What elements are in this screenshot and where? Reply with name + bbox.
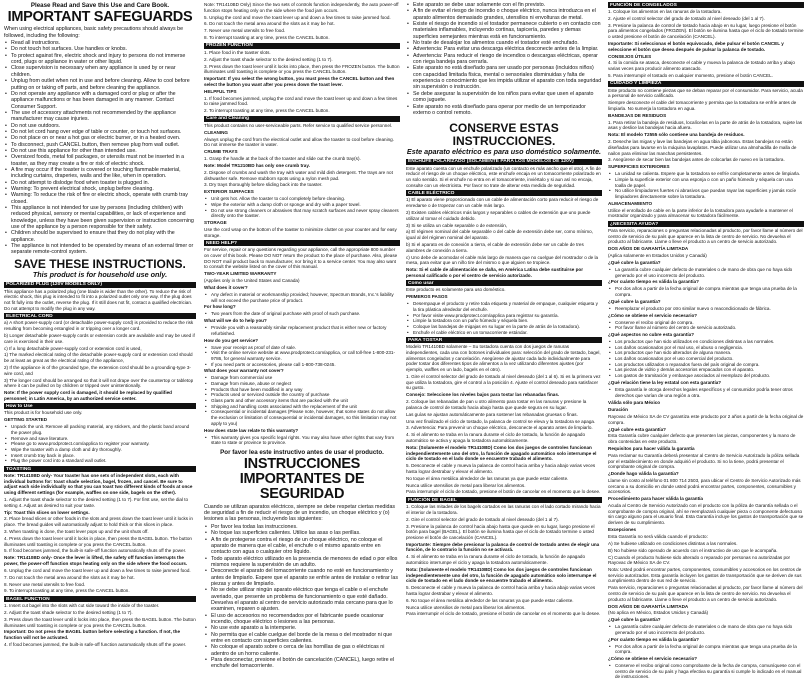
necesita-ayuda-text: Para servicio, reparaciones o preguntas relacionadas al producto, por favor llame al número del centro de servicio de su país que aparece en la lista de centro de servicio. No devuelva el producto al fabricante. Llame o lleve el producto a un centro de servicio autorizado. <box>608 228 803 245</box>
list-item: • Advertencia: Para evitar una descarga eléctrica desconecte antes de la limpiar. <box>413 46 602 52</box>
paragraph-line: 4. Si el alimento se traba en la ranura durante el ciclo de tostado, la función de apagado automático interrumpe el ciclo y apaga la tostadora automáticamente. <box>406 554 586 566</box>
section-bar-frozen: FROZEN FUNCTION <box>204 43 400 49</box>
list-item: • Two years from the date of original purchase with proof of such purchase. <box>211 311 400 317</box>
household-use-note: This product is for household use only. <box>32 270 168 280</box>
paragraph-line: a) A short power-supply cord (or detachable power-supply cord) is provided to reduce the risk resulting from becoming entangled in or tripping over a longer cord. <box>4 320 194 332</box>
paragraph-line: Tip: Toast thin slices on lower settings. <box>4 509 90 515</box>
list-item: • Los gastos de tramitación y embarque asociados al reemplazo del producto. <box>615 373 804 379</box>
paragraph-line: Las guías se ajustan automáticamente para sostener las rebanadas gruesas o finas. <box>406 411 578 417</box>
garantia-2-a2 <box>608 644 804 655</box>
section-bar-cuidado: CUIDADO Y LIMPIEZA <box>608 81 804 87</box>
garantia-2-q3: ¿Cómo se obtiene el servicio necesario? <box>608 656 698 662</box>
spanish-safeguards-cont <box>406 2 602 116</box>
polarized-plug-text: This appliance has a polarized plug (one blade is wider than the other). To reduce the risk of electric shock, this plug is intended to fit into a polarized outlet only one way. If the plug does not fit fully into the outlet, reverse the plug. If it still does not fit, contact a qualified electrician. Do not attempt to modify the plug in any way. <box>4 288 193 311</box>
list-item: • Para desconectar, presione el botón de cancelación (CANCEL), luego retire el enchufe del tomacorriente. <box>211 657 400 670</box>
list-item: • Children should be supervised to ensure that they do not play with the appliance. <box>11 230 196 243</box>
mexico-a5-items <box>608 541 804 566</box>
safeguards-list <box>4 40 196 256</box>
garantia-1-a2 <box>608 286 804 297</box>
mexico-a4: Acuda al Centro de Servicio Autorizado con el producto con la póliza de Garantía sellada o el comprobante de compra original, ahí se reemplazará cualquier pieza o componente defectuoso sin cargo alguno para el usuario final. Esta Garantía incluye los gastos de transportación que se deriven de su cumplimiento. <box>608 503 804 526</box>
list-item: • Plug the power cord into a standard wall outlet. <box>11 458 196 464</box>
garantia-1-a6 <box>608 387 804 398</box>
paragraph-line: Nota: Si el cable de alimentación se daña, en América Latina debe sustituirse por personal calificado o por el centro de servicio autorizado. <box>406 267 583 278</box>
paragraph-line: Nota: (Solamente el modelo TR1410BD) Como los dos juegos de controles funcionan independientemente uno del otro, la función de apagado automático solo interrumpe el ciclo de tostado en el lado donde se encuentre trabado el alimento. <box>406 444 597 462</box>
paragraph-line: a) El régimen nominal del cable separable o del cable de extensión debe ser, como mínimo, igual al del régimen nominal del aparato. <box>406 229 593 241</box>
consejos-steps <box>608 60 804 78</box>
superficies-list <box>608 171 804 199</box>
paragraph-line: Importante: Si seleccionas el botón equivocado, debe pulsar el botón CANCEL y seleccione el botón que desea después de pulsar la palanca de tostado. <box>608 41 784 52</box>
list-item: • La unidad se calienta. Espere que la tostadora se enfríe completamente antes de limpiarla. <box>615 171 804 177</box>
safeguards-title: IMPORTANT SAFEGUARDS <box>7 9 193 25</box>
warranty-subtitle: (Applies only in the United States and Canada) <box>204 278 300 284</box>
column-english-use-care <box>204 2 400 672</box>
paragraph-line: Una vez finalizado el ciclo de tostado, la palanca de control se eleva y la tostadora se apaga. <box>406 418 596 424</box>
list-item: • Los daños ocasionados por el mal uso, el abuso o negligencia. <box>615 345 804 351</box>
paragraph-line: 8. Never use metal utensils to free food. <box>4 581 86 587</box>
paragraph-line: Para interrumpir el ciclo de tostado, presione el botón de cancelar en el momento que lo desee. <box>406 489 601 495</box>
paragraph-line: 3. Presione la palanca de control de tostado hacia abajo en su lugar, luego presione el botón para alimentos congelados (FROZEN). El botón se ilumina hasta que el ciclo de tostado termine o usted presione el botón de cancelación (CANCEL). <box>608 22 804 40</box>
list-item: • Coloque las bandejas de migajas en su lugar en la parte de atrás de la tostadora). <box>413 324 602 330</box>
list-item: • Do not use strong cleaners or abrasives that may scratch surfaces and never spray cleaners directly onto the toaster. <box>211 208 400 219</box>
save-instructions-title: SAVE THESE INSTRUCTIONS. <box>14 256 186 271</box>
paragraph-line: Important: If you select the wrong button, you must press the CANCEL button and then select the button you want after you press down the toast lever. <box>204 76 395 87</box>
paragraph-line: 3. Asegúrese de secar bien las bandejas antes de colocarlas de nuevo en la tostadora. <box>608 157 785 163</box>
helpful-tips-label: HELPFUL TIPS <box>204 88 237 94</box>
frozen-pre-steps <box>204 15 400 41</box>
garantia-2-q1: ¿Qué cubre la garantía? <box>608 617 661 623</box>
enchufe-text: Este aparato cuenta con un enchufe polarizado (un contacto es más ancho que el otro). A fin de reducir el riesgo de un choque eléctrico, este enchufe encaja en un tomacorriente polarizado en un solo sentido. Si el enchufe no entra en el tomacorriente, inviértalo y si aun así no encaja, consulte con un electricista. Por favor no trate de alterar esta medida de seguridad. <box>406 165 601 188</box>
mexico-q5: Excepciones <box>608 527 637 532</box>
list-item: • Las piezas de vidrio y demás accesorios empacados con el aparato. <box>615 367 804 373</box>
list-item: • Please go to www.prodprotect.com/applica to register your warranty. <box>11 441 196 447</box>
frozen-steps <box>204 50 400 88</box>
paragraph-line: 5. Unplug the cord and move the toast lever up and down a few times to raise jammed food. <box>204 14 391 20</box>
paragraph-line: b) Si el aparato es de conexión a tierra, el cable de extensión debe ser un cable de tres alambres de conexión a tierra. <box>406 241 584 253</box>
list-item: • Limpie la tostadora con un paño húmedo y séquela bien. <box>413 318 602 324</box>
warranty-q2: For how long? <box>204 304 236 310</box>
list-item: • No use este aparato a la intemperie. <box>211 625 400 631</box>
crumb-trays-label: CRUMB TRAYS <box>204 149 238 155</box>
list-item: • A fin de evitar el riesgo de incendio o choque eléctrico, nunca introduzca en el aparato alimentos demasiado grandes, utensilios ni envolturas de metal. <box>413 8 602 21</box>
list-item: • Conserve el recibo original como comprobante de la fecha de compra, comuníquese con el centro de servicio de su país y haga efectiva su garantía si cumple lo indicado en el manual de instrucciones. <box>615 663 804 680</box>
getting-started-list <box>4 424 196 464</box>
list-item: • Wipe the toaster with a damp cloth and dry thoroughly. <box>11 447 196 453</box>
column-spanish-care-warranty <box>608 2 804 680</box>
paragraph-line: Nota: (Solamente el modelo TR1410BD) Como los dos juegos de controles funcionan independientemente uno del otro, la función de apagado automático solo interrumpe el ciclo de tostado en el lado donde se encuentre trabado el alimento. <box>406 566 597 584</box>
mexico-text: Rayovac de México SA de CV garantiza este producto por 2 años a partir de la fecha original de compra. <box>608 413 804 425</box>
care-intro: This product contains no user-serviceable parts. Refer service to qualified service personnel. <box>204 122 393 128</box>
paragraph-line: Note: TR1410BD only- Once the lever is lifted, the safety off function interrupts the power, the power-off function stops heating only on the side where the food occurs. <box>4 555 188 566</box>
column-english-safeguards <box>4 2 196 672</box>
list-item: • No trate de desalojar los alimentos cuando el tostador esté enchufado. <box>413 40 602 46</box>
list-item: • Los productos que han sido utilizados en condiciones distintas a las normales. <box>615 339 804 345</box>
list-item: • Enchufe el cable eléctrico en un tomacorriente estándar. <box>413 330 602 336</box>
list-item: • Do not operate any appliance with a damaged cord or plug or after the appliance malfunctions or has been damaged in any manner. Contact Consumer Support. <box>11 91 196 110</box>
list-item: • Por dos años a partir de la fecha original de compra mientras que tenga una prueba de la compra. <box>615 286 804 297</box>
garantia-1-a3 <box>608 306 804 312</box>
section-bar-como-usar: Como usar <box>406 280 602 286</box>
garantia-2-q2: ¿Por cuánto tiempo es válida la garantía? <box>608 636 699 642</box>
spanish-household-note: Este aparato eléctrico es para uso doméstico solamente. <box>406 147 602 157</box>
paragraph-line: c) Uno debe de acomodar el cable más largo de manera que no cuelgue del mostrador o de la mesa, para evitar que un niño tire del mismo o que alguien se tropiece. <box>406 254 599 266</box>
list-item: • Oversized foods, metal foil packages, or utensils must not be inserted in a toaster, as they may create a fire or risk of electric shock. <box>11 154 196 167</box>
mexico-note: Nota: Usted podrá encontrar partes, componentes, consumibles y accesorios en los centros de servicio autorizados. Esta garantía incluyen los gastos de transportación que se deriven de sus cumplimiento dentro de sus red de servicio. <box>608 567 802 584</box>
toasting-steps <box>4 497 196 594</box>
list-item: • La garantía cubre cualquier defecto de materiales o de mano de obra que no haya sido generado por el uso incorrecto del producto. <box>615 624 804 635</box>
garantia-2-title: DOS AÑOS DE GARANTÍA LIMITADA <box>608 603 689 609</box>
section-bar-bagel: BAGEL FUNCTION <box>4 596 196 602</box>
list-item: • Se debe asegurar la supervisión de los niños para evitar que usen el aparato como juguete. <box>413 91 602 104</box>
warranty-a3 <box>204 325 400 336</box>
cuidado-text-2: Siempre desconecte el cable del tomacorriente y permita que la tostadora se enfríe antes de limpiarla. No sumerja la tostadora en agua. <box>608 100 797 111</box>
garantia-2-sub: (No aplica en México, Estados Unidos y Canadá) <box>608 610 709 616</box>
list-item: • Warning: To reduce the risk of fire or electric shock, operate with crumb tray closed. <box>11 192 196 205</box>
list-item: • Shipping and handling costs associated with the replacement of the unit <box>211 404 400 410</box>
list-item: • Do not attempt to dislodge food when toaster is plugged in. <box>11 180 196 186</box>
paragraph-line: Nunca utilice utensilios de metal para liberar los alimentos. <box>406 482 526 488</box>
list-item: • Los productos que han sido alterados de alguna manera. <box>615 350 804 356</box>
paragraph-line: 7. Do not touch the metal area around the slots as it may be hot. <box>4 574 135 580</box>
list-item: • To disconnect, push CANCEL button, then remove plug from wall outlet. <box>11 142 196 148</box>
list-item: • Unplug from outlet when not in use and before cleaning. Allow to cool before putting on or taking off parts, and before cleaning the appliance. <box>11 78 196 91</box>
para-tostar-text <box>406 344 602 495</box>
list-item: • Reemplazar el producto por otro similar nuevo o reacondicionado de fábrica. <box>615 306 804 312</box>
paragraph-line: No toque el área metálica alrededor de las ranuras ya que puede estar caliente. <box>406 475 569 481</box>
list-item: • Desconecte el aparato del tomacorriente cuando no esté en funcionamiento y antes de limpiarlo. Espere que el aparato se enfríe antes de instalar o retirar las piezas y antes de limpiarlo. <box>211 568 400 587</box>
paragraph-line: 3. When toasting is done, the toast lever pops up and the unit shuts off. <box>4 528 149 534</box>
paragraph-line: 2. Gire el control selector del grado de tostado al nivel deseado (del 1 al 7). <box>406 516 559 522</box>
spanish-safeguards-title: INSTRUCCIONES IMPORTANTES DE SEGURIDAD <box>239 455 365 503</box>
paragraph-line: 5. If food becomes jammed, the built-in safe-off function automatically shuts off the power. <box>4 548 187 554</box>
mexico-a2: Para reclamar su Garantía deberá presentar al Centro de Servicio Autorizado la póliza sellada por el establecimiento en donde adquirió el producto. Si no la tiene, podrá presentar el comprobante original de compra. <box>608 452 800 470</box>
section-bar-need-help: NEED HELP? <box>204 240 400 246</box>
paragraph-line: 1. Coloque las mitades de los bagels cortados en las ranuras con el lado cortado mirando hacia el interior de la tostadora. <box>406 504 601 515</box>
paragraph-line: 3. Advertencia: Para prevenir un choque eléctrico, desconecte el aparato antes de limpiarlo. <box>406 425 593 431</box>
warranty-a1 <box>204 292 400 303</box>
paragraph-line: 3. Presione la palanca de control hacia abajo hasta que quede en su lugar, luego presione el botón para bagel (BAGEL). El botón se ilumina hasta que el ciclo de tostado termine o usted presione el botón de cancelación (CANCEL). <box>406 523 595 540</box>
spanish-safeguards-intro: Cuando se utilizan aparatos eléctricos, siempre se debe respetar ciertas medidas de seguridad a fin de reducir el riesgo de un incendio, un choque eléctrico y (o) lesiones a las personas, incluyendo las siguientes: <box>204 503 396 523</box>
list-item: • Por favor llame al número del centro de servicio autorizado. <box>615 325 804 331</box>
paragraph-line: 5. Desconecte el cable y mueva la palanca de control hacia arriba y hacia abajo varias veces hasta lograr destrabar y elevar el alimento. <box>406 463 596 474</box>
paragraph-line: 5. Desconecte el cable y mueva la palanca de control hacia arriba y hacia abajo varias veces hasta lograr destrabar y elevar el alimento. <box>406 585 596 596</box>
list-item: • Do not use outdoors. <box>11 123 196 129</box>
section-bar-polarized-plug: POLARIZED PLUG (120V MODELS ONLY) <box>4 282 196 288</box>
como-usar-text: Este producto es solamente para uso doméstico. <box>406 287 506 293</box>
section-bar-funcion-bagel: FUNCIÓN DE BAGEL <box>406 497 602 503</box>
paragraph-line: 2. Deseche las migas y lave las bandejas en agua tibia jabonosa. Estas bandejas no están diseñadas para lavarse en la máquina lavaplatos. Puede utilizar una almohadilla de malla de nailon para eliminar las manchas persistentes. <box>608 139 797 156</box>
list-item: • Esta garantía le otorga derechos legales específicos y el consumidor podría tener otros derechos que varían de una región a otra. <box>615 387 804 398</box>
warranty-q3: What will we do to help you? <box>204 318 267 324</box>
paragraph-line: Para interrumpir el ciclo de tostado, presione el botón de cancelar en el momento que lo desee. <box>406 611 601 617</box>
list-item: • No utilice limpiadores fuertes ni abrasivos que puedan rayar las superficies y jamás rocíe limpiadores directamente sobre la tostadora. <box>615 188 804 199</box>
cable-text <box>406 197 602 278</box>
list-item: • Provide you with a reasonably similar replacement product that is either new or factory refurbished. <box>211 325 400 336</box>
garantia-2-a1 <box>608 624 804 635</box>
list-item: • Close supervision is necessary when any appliance is used by or near children. <box>11 65 196 78</box>
cleaning-label: CLEANING <box>204 129 228 135</box>
section-bar-cable: CABLE ELÉCTRICO <box>406 190 602 196</box>
list-item: • Los productos utilizados o reparados fuera del país original de compra. <box>615 362 804 368</box>
list-item: • No se debe utilizar ningún aparato eléctrico que tenga el cable o el enchufe averiado, que presente un problema de funcionamiento o que esté dañado. Devuelva el aparato al centro de servicio autorizado más cercano para que lo examinen, reparen o ajusten. <box>211 587 400 612</box>
list-item: • No toque las superficies calientes. Utilice las asas o las perillas. <box>211 530 400 536</box>
list-item: • Remove and save literature. <box>11 436 196 442</box>
warranty-a5 <box>204 375 400 426</box>
list-item: • Read all instructions. <box>11 40 196 46</box>
list-item: • No permita que el cable cuelgue del borde de la mesa o del mostrador ni que entre en contacto con superficies calientes. <box>211 632 400 645</box>
list-item: • Any defect in material or workmanship provided; however, Spectrum Brands, Inc.'s liability will not exceed the purchase price of product. <box>211 292 400 303</box>
list-item: • No coloque el aparato sobre o cerca de las hornillas de gas o eléctricas ni adentro de un horno caliente. <box>211 644 400 657</box>
list-item: • The use of accessory attachments not recommended by the appliance manufacturer may cause injuries. <box>11 110 196 123</box>
read-save-header: Please Read and Save this Use and Care Book. <box>30 2 170 9</box>
warranty-a2 <box>204 311 400 317</box>
paragraph-line: Importante: Siempre debe presionar la palanca de control de tostado antes de elegir una función, de lo contrario la función no se activará. <box>406 541 600 553</box>
mexico-q2: Requisitos para hacer válida la garantía <box>608 445 695 451</box>
paragraph-line: 3. Dry trays thoroughly before sliding back into the toaster. <box>204 182 323 188</box>
warranty-q5: What does your warranty not cover? <box>204 368 284 374</box>
list-item: • Do not let cord hang over edge of table or counter, or touch hot surfaces. <box>11 129 196 135</box>
mexico-q4: Procedimiento para hacer válida la garantía <box>608 496 703 502</box>
list-item: • Do not touch hot surfaces. Use handles or knobs. <box>11 46 196 52</box>
paragraph-line: Modelo TR1410BD solamente – Su tostadora cuenta con dos juegos de ranuras independientes, cada una con botones individuales para: selección del grado de tostado, bagel, alimentos congelados y cancelación. Asegúrese de ajustar cada lado individualmente para poder tostar dos diferentes tipos de alimentos a la vez utilizando diferentes ajustes (por ejemplo, waffles en un lado, bagels en el otro). <box>406 344 601 373</box>
paragraph-line: 3) Si se utiliza un cable separable o de extensión, <box>406 222 508 228</box>
list-item: • To protect against fire, electric shock and injury to persons do not immerse cord, plugs or appliance in water or other liquid. <box>11 53 196 66</box>
list-item: • Este aparato se debe usar solamente con el fin previsto. <box>413 2 602 8</box>
warranty-q6: How does state law relate to this warranty? <box>204 427 299 433</box>
list-item: • Desempaque el producto y retire toda etiqueta y material de empaque, cualquier etiqueta y la tira plástica alrededor del enchufe. <box>413 301 602 312</box>
paragraph-line: 1. Para retirar la bandeja de residuos, localícelas en la parte de atrás de la tostadora, sujete las asas y deslice las bandejas hacia afuera. <box>608 119 803 131</box>
garantia-1-q6: ¿Qué relación tiene la ley estatal con esta garantía? <box>608 379 722 385</box>
paragraph-line: Consejo: Seleccione los niveles bajos para tostar las rebanadas finas. <box>406 392 560 398</box>
warranty-q4: How do you get service? <box>204 337 259 343</box>
paragraph-line: 2) Existen cables eléctricos más largos y separables o cables de extensión que uno puede utilizar al tomar el cuidado debido. <box>406 209 591 221</box>
list-item: • Do not place on or near a hot gas or electric burner, or in a heated oven. <box>11 135 196 141</box>
paragraph-line: 1. Coloque los alimentos en las ranuras de la tostadora. <box>608 9 722 14</box>
storage-text: Use the cord wrap on the bottom of the toaster to minimize clutter on your counter and for easy storage. <box>204 226 397 238</box>
section-bar-para-tostar: PARA TOSTAR <box>406 337 602 343</box>
paragraph-line: 1. Gire el control selector del grado de tostado al nivel deseado (del 1 al 6). Si es la primera vez que utiliza la tostadora, gire el control a la posición 4. Ajuste el control deseado para satisfacer su gusto. <box>406 373 601 391</box>
paragraph-line: 8. To interrupt toasting at any time, press the CANCEL button. <box>204 35 330 41</box>
bagel-steps <box>4 603 196 648</box>
spanish-read-header: Por favor lea este instructivo antes de usar el producto. <box>220 448 384 456</box>
list-item: • Unit gets hot. Allow the toaster to cool completely before cleaning. <box>211 196 400 202</box>
paragraph-line: Nunca utilice utensilios de metal para liberar los alimentos. <box>406 604 526 610</box>
section-bar-congelados: FUNCIÓN DE CONGELADOS <box>608 2 804 8</box>
garantia-1-title: DOS AÑOS DE GARANTÍA LIMITADA <box>608 246 689 252</box>
garantia-1-q1: ¿Qué cubre la garantía? <box>608 260 661 265</box>
paragraph-line: 1) The marked electrical rating of the detachable power-supply cord or extension cord should be at least as great as the electrical rating of the appliance, <box>4 352 193 364</box>
garantia-1-a1 <box>608 267 804 278</box>
electrical-cord-text <box>4 320 196 401</box>
list-item: • Wipe the exterior with a damp cloth or sponge and dry with a paper towel. <box>211 202 400 208</box>
mexico-title: Válida sólo para México <box>608 400 661 406</box>
list-item: • Warning: To prevent electrical shock, unplug before cleaning. <box>11 186 196 192</box>
safeguards-intro: When using electrical appliances, basic safety precautions should always be followed, including the following: <box>4 26 184 39</box>
section-bar-toasting: TOASTING <box>4 466 196 472</box>
paragraph-line: B) No hubiese sido operado de acuerdo con el instructivo de uso que le acompaña. <box>608 547 778 553</box>
bandejas-label: BANDEJAS DE RESIDUOS <box>608 112 667 118</box>
garantia-1-q2: ¿Por cuánto tiempo es válida la garantía? <box>608 279 699 285</box>
paragraph-line: 2. Place bread slices or other foods in the slots and press down the toast lever until it locks in place. The bread guides will automatically adjust to hold thick or thin slices in place. <box>4 516 193 528</box>
paragraph-line: 1. Place food in the toaster slots. <box>204 49 271 55</box>
list-item: • The appliance is not intended to be operated by means of an external timer or separate remote-control system. <box>11 243 196 256</box>
section-bar-enchufe: ENCHUFE POLARIZADO (SOLAMENTE PARA LOS MODELOS DE 120V) <box>406 159 602 165</box>
list-item: • Conserve el recibo original de compra. <box>615 320 804 326</box>
paragraph-line: Note: Model TR1210BD has only one crumb tray. <box>204 162 310 168</box>
paragraph-line: 2) If the appliance is of the grounded type, the extension cord should be a grounding-type 3-wire cord, and <box>4 364 191 376</box>
paragraph-line: 2. Dispose of crumbs and wash the tray with water and mild dish detergent. The trays are not dishwasher safe. Remove stubborn spots using a nylon mesh pad. <box>204 169 393 181</box>
frozen-note: Note: TR1410BD Only) Since the two sets of controls function independently, the auto power-off function stops heating only on the side where the food jam occurs. <box>204 2 399 13</box>
list-item: • This appliance is not intended for use by persons (including children) with reduced physical, sensory or mental capabilities, or lack of experience and knowledge, unless they have been given supervision or instruction concerning use of the appliance by a person responsible for their safety. <box>11 205 196 230</box>
paragraph-line: 1. Insert cut bagel into the slots with cut side toward the inside of the toaster. <box>4 603 160 609</box>
paragraph-line: 4. Si la comida se atasca, desconecte el cable y mueva la palanca de tostado arriba y abajo varias veces para producir alimento atascado. <box>608 60 795 72</box>
paragraph-line: 4. If food becomes jammed, the built-in safe-off function automatically shuts off the power. <box>4 642 187 648</box>
paragraph-line: 4. Si el alimento se traba en la ranura durante el ciclo de tostado, la función de apagado automático se activa y apaga la tostadora automáticamente. <box>406 432 586 443</box>
cleaning-text: Always unplug the cord from the electrical outlet and allow the toaster to cool before cleaning. Do not immerse the toaster in water. <box>204 136 394 148</box>
bandejas-steps <box>608 120 804 163</box>
list-item: • If you need parts or accessories, please call 1-800-738-0245. <box>211 362 400 368</box>
list-item: • Damage from misuse, abuse or neglect <box>211 381 400 387</box>
list-item: • Do not use this appliance for other than intended use. <box>11 148 196 154</box>
helpful-tips <box>204 96 400 114</box>
paragraph-line: 3) The longer cord should be arranged so that it will not drape over the countertop or tabletop where it can be pulled on by children or tripped over unintentionally. <box>4 377 194 389</box>
paragraph-line: 2. To interrupt toasting at any time, press the CANCEL button. <box>204 108 330 114</box>
list-item: • Los daños ocasionados por el uso comercial del producto. <box>615 356 804 362</box>
list-item: • Este aparato no está diseñado para ser usado por personas (incluidos niños) con capacidad limitada física, mental o sensoriales disminuidas y falta de experiencia o conocimiento que les impida utilizar el aparato con toda seguridad sin supervisión o instrucción. <box>413 65 602 90</box>
garantia-1-q3: ¿Qué cubre la garantía? <box>608 298 661 304</box>
mexico-a1: Esta Garantía cubre cualquier defecto que presenten las piezas, componentes y la mano de obra contenidas en este producto. <box>608 433 796 445</box>
mexico-a3: Llame sin costo al teléfono 01 800 714 2503, para ubicar el Centro de Servicio Autorizado más cercano a su domicilio en donde usted podrá encontrar partes, componentes, consumibles y accesorios. <box>608 477 801 495</box>
crumb-trays-steps <box>204 156 400 188</box>
list-item: • A fire may occur if the toaster is covered or touching flammable material, including curtains, draperies, walls and the like, when in operation. <box>11 167 196 180</box>
exterior-list <box>204 196 400 219</box>
warranty-a4 <box>204 345 400 368</box>
consejos-label: CONSEJOS ÚTILES <box>608 53 652 59</box>
section-bar-care-cleaning: Care and Cleaning <box>204 116 400 122</box>
paragraph-line: 3. Press down the toast lever until it locks into place, then press the FROZEN button. The button illuminates until toasting is complete or you press the CANCEL button. <box>204 63 400 75</box>
paragraph-line: 9. To interrupt toasting at any time, press the CANCEL button. <box>4 588 130 594</box>
list-item: • Por favor lea todas las instrucciones. <box>211 524 400 530</box>
list-item: • Por dos años a partir de la fecha original de compra mientras que tenga una prueba de la compra. <box>615 644 804 655</box>
garantia-2-a3 <box>608 663 804 680</box>
paragraph-line: 2. Adjust the toast shade selector to the desired setting (1 to 7). <box>204 56 333 62</box>
list-item: • Insert crumb tray back in place. <box>11 453 196 459</box>
paragraph-line: 2. Adjust the toast shade selector to the desired setting (1 to 7). <box>4 610 133 616</box>
column-spanish-safeguards <box>406 2 602 672</box>
primeros-pasos-list <box>406 301 602 335</box>
warranty-a6 <box>204 435 400 446</box>
service-text: Para servicio, reparaciones o preguntas relacionadas al producto, por favor llame al número del centro de servicio de su país que aparece en la lista de centro de servicio. No devuelva el producto al fabricante. Llame o lleve el producto a un centro de servicio autorizado. <box>608 585 803 602</box>
paragraph-line: 1. Adjust the toast shade selector to the desired setting (1 to 7). For first use, set the dial to setting 4. Adjust as desired to suit your taste. <box>4 496 189 508</box>
superficies-label: SUPERFICIES EXTERIORES <box>608 164 670 170</box>
paragraph-line: 6. Do not touch the metal area around the slots as it may be hot. <box>204 21 335 27</box>
paragraph-line: 1. If food becomes jammed, unplug the cord and move the toast lever up and down a few times to raise jammed food. <box>204 95 398 107</box>
toasting-intro: Note: TR1410BD only- Your toaster has one sets of independent slots, each with individual buttons for: toast shade selection, bagel, frozen, and cancel. Be sure to adjust each side individually so that you can toast two different kinds of foods at once using different settings (for example, waffles on one side, bagels on the other). <box>4 473 193 496</box>
warranty-q1: What does it cover? <box>204 285 248 290</box>
mexico-q1: ¿Qué cubre esta garantía? <box>608 426 666 432</box>
mexico-duracion: Duración <box>608 407 628 413</box>
paragraph-line: 6. Unplug the cord and move the toast lever up and down a few times to raise jammed food. <box>4 567 191 573</box>
garantia-1-sub: (Aplica solamente en Estados Unidos y Canadá) <box>608 253 707 259</box>
list-item: • Este aparato no está diseñado para operar por medio de un temporizador externo o control remoto. <box>413 104 602 117</box>
paragraph-line: 6. No toque el área metálica alrededor de las ranuras ya que puede estar caliente. <box>406 597 574 603</box>
list-item: • Save your receipt as proof of date of sale. <box>211 345 400 351</box>
cuidado-text: Este producto no contiene piezas que se deban reparar por el consumidor. Para servicio, acuda a personal de servicio calificado. <box>608 87 803 99</box>
congelados-steps <box>608 9 804 52</box>
primeros-pasos-label: PRIMEROS PASOS <box>406 294 448 300</box>
list-item: • Consequential or incidental damages (Please note, however, that some states do not allow the exclusion or limitation of consequential or incidental damages, so this limitation may not apply to you) <box>211 409 400 426</box>
spanish-safeguards-list <box>204 524 400 670</box>
almacenamiento-label: ALMACENAMIENTO <box>608 200 653 206</box>
section-bar-how-to-use: How to Use <box>4 403 196 409</box>
paragraph-line: c) If a long detachable power-supply cord or extension cord is used, <box>4 345 142 351</box>
list-item: • Todo aparato eléctrico utilizado en la presencia de menores de edad o por ellos mismos requiere la supervisión de un adulto. <box>211 556 400 569</box>
funcion-bagel-text <box>406 504 602 617</box>
paragraph-line: 1. Grasp the handle at the back of the toaster and slide out the crumb tray(s). <box>204 156 361 162</box>
paragraph-line: b) Longer detachable power-supply cords or extension cords are available and may be used if care is exercised in their use. <box>4 332 195 344</box>
paragraph-line: 4. Press down the toast lever until it locks in place, then press the BAGEL button. The button illuminates until toasting is complete or you press the CANCEL button. <box>4 535 192 547</box>
list-item: • Damage from commercial use <box>211 375 400 381</box>
exterior-label: EXTERIOR SURFACES <box>204 189 254 195</box>
mexico-q3: ¿Donde hago válida la garantía? <box>608 471 679 477</box>
paragraph-line: 2. Coloque las rebanadas de pan u otro alimento para tostar en las ranuras y presione la palanca de control de tostado hacia abajo hasta que quede segura en su lugar. <box>406 399 587 410</box>
need-help-text: For service, repair or any questions regarding your appliance, call the appropriate 800 number on cover of this book. Please DO NOT return the product to the place of purchase. Also, please DO NOT mail product back to manufacturer, nor bring it to a service center. You may also want to consult the website listed on the cover of this manual. <box>204 247 398 270</box>
paragraph-line: 3. Press down the toast lever until it locks into place, then press the BAGEL button. The button illuminates until toasting is complete or you press the CANCEL button. <box>4 616 196 628</box>
list-item: • Unpack the unit. Remove all packing material, any stickers, and the plastic band around the power plug. <box>11 424 196 435</box>
garantia-1-a5 <box>608 339 804 379</box>
mexico-a5: Esta Garantía no será válida cuando el producto: <box>608 533 708 539</box>
list-item: • Limpie la superficie exterior con una esponja o con un paño húmedo y séquela con una toalla de papel. <box>615 177 804 188</box>
paragraph-line: 1) El aparato viene proporcionado con un cable de alimentación corto para reducir el riesgo de enredarse o de tropezar con un cable más largo. <box>406 197 599 209</box>
paragraph-line: 2. Ajuste el control selector del grado de tostado al nivel deseado (del 1 al 7). <box>608 15 765 21</box>
list-item: • This warranty gives you specific legal rights. You may also have other rights that vary from state to state or province to province. <box>211 435 400 446</box>
list-item: • La garantía cubre cualquier defecto de materiales o de mano de obra que no haya sido generado por el uso incorrecto del producto. <box>615 267 804 278</box>
paragraph-line: C) Cuando el producto hubiese sido alterado o reparado por personas no autorizadas por Rayovac de México SA de CV. <box>608 554 791 566</box>
list-item: • Products used or serviced outside the country of purchase <box>211 392 400 398</box>
paragraph-line: Note: If the power supply cord is damaged, it should be replaced by qualified personnel; in Latin America, by an authorized service center. <box>4 390 172 401</box>
list-item: • A fin de protegerse contra el riesgo de un choque eléctrico, no coloque el aparato de manera que el cable, el enchufe o el mismo aparato entre en contacto con agua o cualquier otro líquido. <box>211 537 400 556</box>
list-item: • Por favor visite www.prodprotect.com/applica para registrar su garantía. <box>413 313 602 319</box>
list-item: • Glass parts and other accessory items that are packed with the unit <box>211 398 400 404</box>
getting-started-label: GETTING STARTED <box>4 417 48 423</box>
list-item: • Products that have been modified in any way <box>211 387 400 393</box>
garantia-1-q5: ¿Qué aspectos no cubre esta garantía? <box>608 332 695 338</box>
garantia-1-q4: ¿Cómo se obtiene el servicio necesario? <box>608 312 698 318</box>
spanish-save-title: CONSERVE ESTAS INSTRUCCIONES. <box>449 121 559 148</box>
list-item: • El uso de accesorios no recomendados por el fabricante puede ocasionar incendio, choque eléctrico o lesiones a las personas. <box>211 613 400 626</box>
warranty-title: TWO-YEAR LIMITED WARRANTY <box>204 271 277 277</box>
paragraph-line: 5. Para interrumpir el tostado en cualquier momento, presione el botón CANCEL. <box>608 73 773 78</box>
paragraph-line: Nota: El modelo T2555 sólo contiene una bandeja de residuos. <box>608 132 745 138</box>
list-item: • Advertencia: Para reducir el riesgo de incendios o descargas eléctricas, operar con riega bandeja para cerrarla. <box>413 53 602 66</box>
paragraph-line: 7. Never use metal utensils to free food. <box>204 28 286 34</box>
paragraph-line: Important: Do not press the BAGEL button before selecting a function. If not, the function will not be activated. <box>4 629 181 641</box>
how-to-use-text: This product is for household use only. <box>4 410 83 416</box>
storage-label: STORAGE <box>204 220 227 226</box>
list-item: • Existe el riesgo de incendio si el tostador permanece cubierto o en contacto con materiales inflamables, incluyendo cortinas, tapicería, paredes y demas superficies semejantes mientras está en funcionamiento. <box>413 21 602 40</box>
paragraph-line: A) Se hubiese utilizado en condiciones distintas a las normales. <box>608 540 738 546</box>
section-bar-electrical-cord: ELECTRICAL CORD <box>4 313 196 319</box>
list-item: • Visit the online service website at www.prodprotect.com/applica, or call toll-free 1-800-231-9786, for general warranty service. <box>211 350 400 361</box>
garantia-1-a4 <box>608 320 804 331</box>
section-bar-necesita-ayuda: ¿NECESITA AYUDA? <box>608 221 804 227</box>
almacenamiento-text: Utilice el enrollado de cable en la parte inferior de la tostadora para ayudarle a mantener el mostrador organizado y para almacenar su tostadora fácilmente. <box>608 207 793 219</box>
